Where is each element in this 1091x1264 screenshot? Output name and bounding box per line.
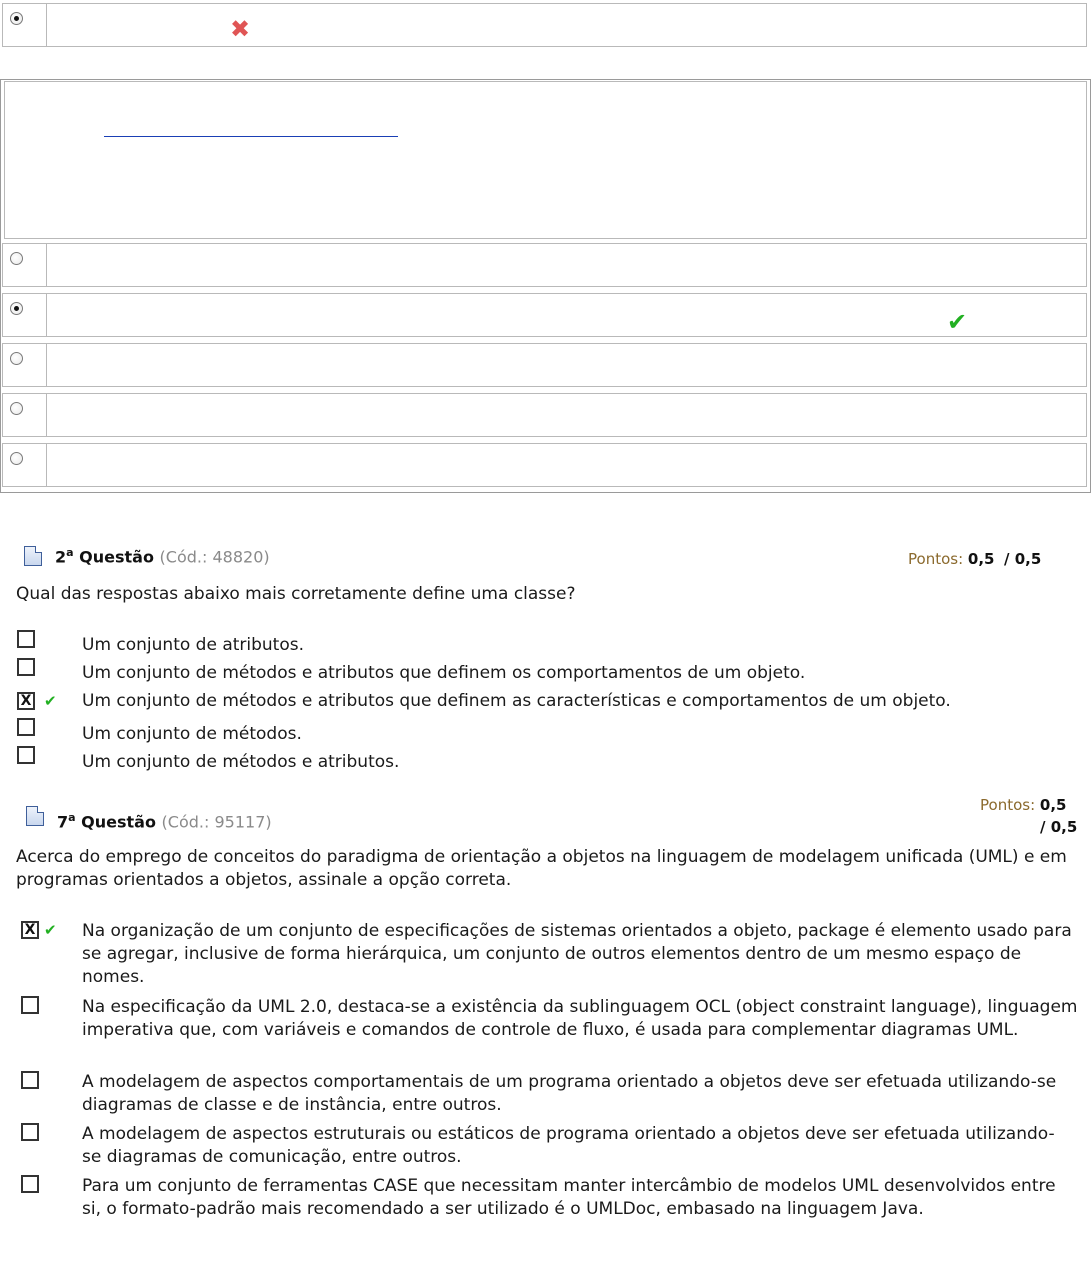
q2-checkbox-5[interactable] [17,746,35,764]
q1-option-1[interactable] [2,243,1087,287]
q1-link-underline[interactable] [104,136,398,137]
q7-checkbox-1-checked[interactable]: X [21,921,39,939]
q7-code: (Cód.: 95117) [161,812,272,832]
q7-option-2: Na especificação da UML 2.0, destaca-se a existência da sublinguagem OCL (object constraint language), linguagem imperativa que, com variáveis e comandos de controle de fluxo, é usada para complementar diagramas UML. [82,997,1078,1040]
cross-icon: ✖ [230,15,251,43]
q2-option-1: Um conjunto de atributos. [82,635,305,655]
q1-question-text-box [4,81,1087,239]
q2-checkbox-1[interactable] [17,630,35,648]
q2-code: (Cód.: 48820) [159,547,270,567]
q2-title: 2$^a$ Questão (Cód.: 48820) [55,546,270,567]
q7-checkbox-2[interactable] [21,996,39,1014]
document-icon [24,546,42,566]
q7-points-label: Pontos: 0,5 [980,796,1067,814]
q2-option-5: Um conjunto de métodos e atributos. [82,752,400,772]
q1-previous-answer-row [2,3,1087,47]
q7-option-1: Na organização de um conjunto de especificações de sistemas orientados a objeto, package é elemento usado para se agregar, inclusive de forma hierárquica, um conjunto de outros elementos dentro de um mesmo espaço de nomes. [82,921,1072,987]
q1-option-3[interactable] [2,343,1087,387]
q7-checkbox-5[interactable] [21,1175,39,1193]
check-icon: ✔ [947,308,968,336]
radio-selected[interactable] [10,302,23,315]
q2-points: Pontos: 0,5 / 0,5 [908,550,1042,568]
document-icon [26,806,44,826]
q2-question-text: Qual das respostas abaixo mais corretamente define uma classe? [16,584,576,604]
radio-selected[interactable] [10,12,23,25]
q7-checkbox-4[interactable] [21,1123,39,1141]
radio-button[interactable] [10,352,23,365]
q7-title: 7$^a$ Questão (Cód.: 95117) [57,811,272,832]
q7-option-5: Para um conjunto de ferramentas CASE que necessitam manter intercâmbio de modelos UML desenvolvidos entre si, o formato-padrão mais recomendado a ser utilizado é o UMLDoc, embasado na linguagem Java. [82,1176,1056,1219]
check-icon: ✔ [44,692,57,710]
q2-option-2: Um conjunto de métodos e atributos que definem os comportamentos de um objeto. [82,663,806,683]
radio-button[interactable] [10,452,23,465]
q2-option-4: Um conjunto de métodos. [82,724,302,744]
q1-option-5[interactable] [2,443,1087,487]
radio-cell [3,4,47,46]
check-icon: ✔ [44,921,57,939]
radio-button[interactable] [10,252,23,265]
q7-option-3: A modelagem de aspectos comportamentais de um programa orientado a objetos deve ser efetuada utilizando-se diagramas de classe e de instância, entre outros. [82,1072,1057,1115]
q2-checkbox-2[interactable] [17,658,35,676]
q7-option-4: A modelagem de aspectos estruturais ou estáticos de programa orientado a objetos deve ser efetuada utilizando-se diagramas de comunicação, entre outros. [82,1124,1055,1167]
q2-checkbox-3-checked[interactable]: X [17,692,35,710]
q7-checkbox-3[interactable] [21,1071,39,1089]
q1-option-4[interactable] [2,393,1087,437]
q7-question-text: Acerca do emprego de conceitos do paradigma de orientação a objetos na linguagem de modelagem unificada (UML) e em programas orientados a objetos, assinale a opção correta. [16,847,1067,890]
q2-option-3: Um conjunto de métodos e atributos que definem as características e comportamentos de um objeto. [82,691,951,711]
radio-button[interactable] [10,402,23,415]
q2-checkbox-4[interactable] [17,718,35,736]
q1-option-2[interactable] [2,293,1087,337]
q7-points-total: / 0,5 [1040,818,1078,836]
